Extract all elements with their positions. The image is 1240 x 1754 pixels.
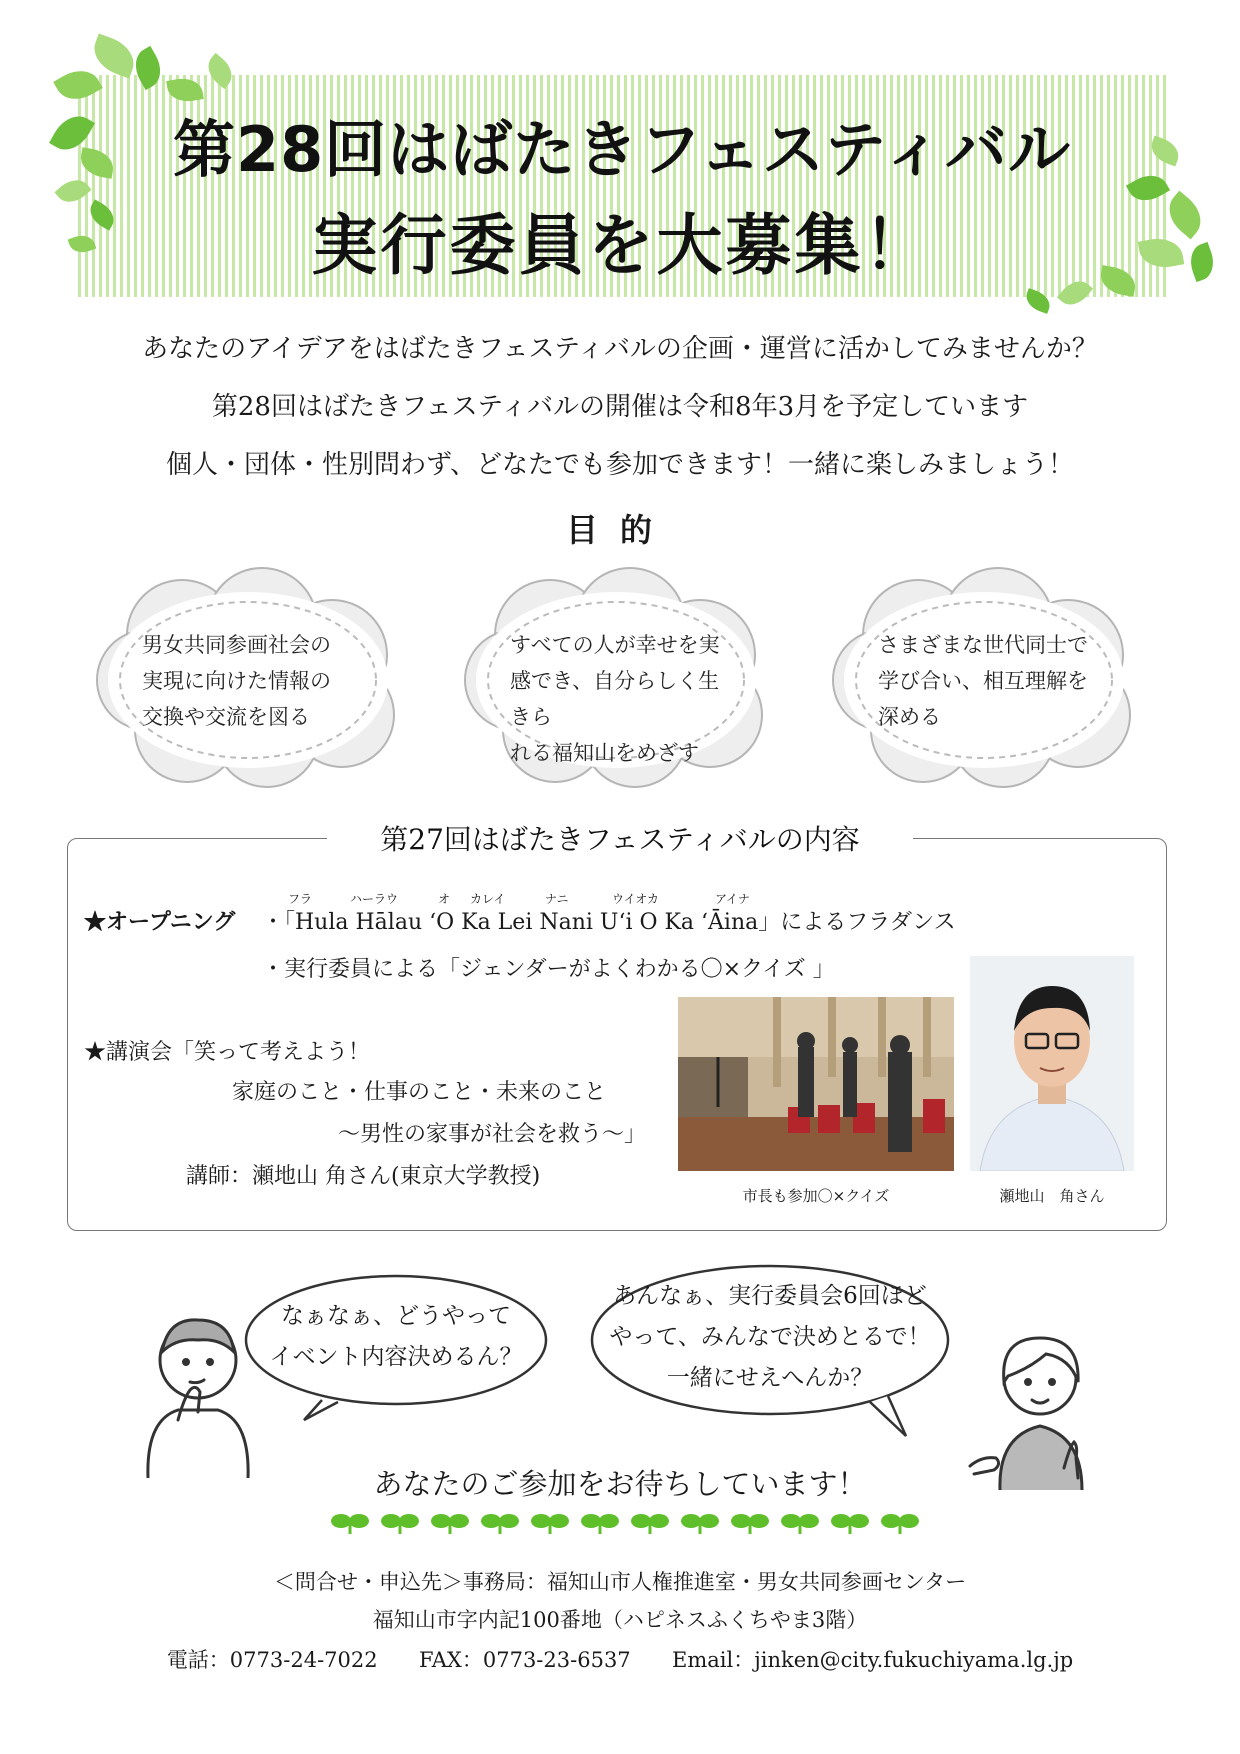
ruby-kalei: カレイ (470, 892, 506, 906)
purpose-cloud-3 (828, 565, 1140, 789)
purpose-cloud-1 (92, 565, 404, 789)
phone-number: 電話：0773-24-7022 (166, 1648, 378, 1672)
opening-item-quiz: ・実行委員による「ジェンダーがよくわかる〇×クイズ 」 (262, 957, 835, 982)
fax-number: FAX：0773-23-6537 (419, 1648, 631, 1672)
quiz-photo-caption: 市長も参加〇×クイズ (742, 1187, 890, 1205)
purpose-heading: 目的 (565, 511, 674, 549)
quiz-photo (678, 997, 954, 1171)
lecture-title: ★講演会「笑って考えよう！ (84, 1040, 371, 1065)
intro-line-2: 第28回はばたきフェスティバルの開催は令和8年3月を予定しています (211, 392, 1029, 422)
lecturer-photo-caption: 瀬地山 角さん (999, 1187, 1105, 1205)
intro-line-3: 個人・団体・性別問わず、どなたでも参加できます！一緒に楽しみましょう！ (166, 450, 1074, 480)
ruby-hula: フラ (288, 892, 313, 906)
purpose-text-2: すべての人が幸せを実 感でき、自分らしく生きら れる福知山をめざす (510, 633, 720, 765)
contact-line: ＜問合せ・申込先＞事務局：福知山市人権推進室・男女共同参画センター (273, 1570, 967, 1594)
lecturer-photo (970, 956, 1134, 1171)
lecture-subtitle-1: 家庭のこと・仕事のこと・未来のこと (232, 1080, 607, 1105)
address-line: 福知山市字内記100番地（ハピネスふくちやま3階） (372, 1608, 868, 1632)
lecturer-name: 講師：瀬地山 角さん(東京大学教授) (186, 1164, 541, 1189)
page-title-line1: 第28回はばたきフェスティバル (173, 113, 1071, 186)
contact-details (0, 1644, 1240, 1674)
ruby-uioka: ウイオカ (612, 892, 659, 906)
purpose-cloud-2 (460, 565, 772, 789)
page-title-line2: 実行委員を大募集！ (311, 207, 933, 284)
lecture-subtitle-2: ～男性の家事が社会を救う～」 (338, 1122, 647, 1147)
previous-festival-heading: 第27回はばたきフェスティバルの内容 (327, 818, 913, 858)
ruby-halau: ハーラウ (350, 892, 399, 906)
opening-label: ★オープニング (84, 909, 236, 935)
purpose-text-1: 男女共同参画社会の 実現に向けた情報の 交換や交流を図る (142, 633, 331, 729)
ruby-nani: ナニ (545, 892, 569, 906)
speech-text-right: あんなぁ、実行委員会6回ほど やって、みんなで決めとるで！ 一緒にせえへんか？ (609, 1283, 931, 1391)
speech-text-left: なぁなぁ、どうやって イベント内容決めるん？ (269, 1303, 523, 1370)
purpose-text-3: さまざまな世代同士で 学び合い、相互理解を 深める (878, 633, 1088, 729)
closing-message: あなたのご参加をお待ちしています！ (373, 1467, 867, 1501)
email-link[interactable]: Email：jinken@city.fukuchiyama.lg.jp (672, 1648, 1074, 1672)
man-thinking-illustration (138, 1300, 258, 1478)
ruby-aina: アイナ (715, 892, 750, 906)
intro-line-1: あなたのアイデアをはばたきフェスティバルの企画・運営に活かしてみませんか？ (142, 334, 1098, 364)
opening-item-hula: ・「Hula Hālau ʻO Ka Lei Nani Uʻi O Ka ʻĀina」によるフラダンス (262, 910, 956, 935)
ruby-o: オ (438, 892, 451, 906)
